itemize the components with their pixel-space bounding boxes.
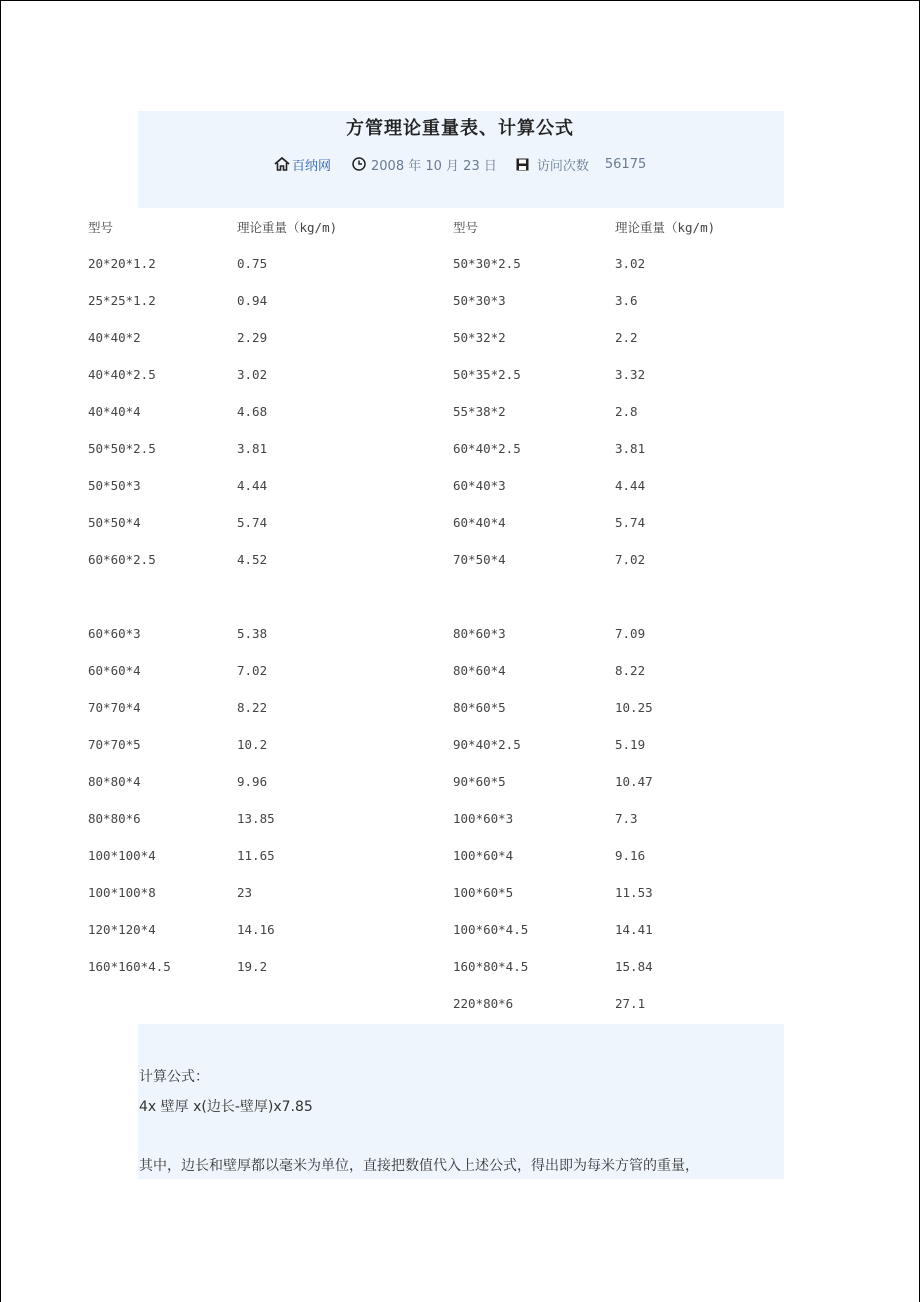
weight-cell: 4.44: [237, 478, 268, 493]
home-icon: [274, 156, 290, 172]
model-cell: 100*60*3: [453, 811, 514, 826]
weight-cell: 3.02: [237, 367, 268, 382]
model-cell: 100*60*4.5: [453, 922, 529, 937]
model-cell: [453, 578, 615, 615]
weight-cell: 5.74: [615, 515, 646, 530]
weight-cell: [237, 578, 453, 615]
table-header-row: [88, 208, 755, 245]
page-title: 方管理论重量表、计算公式: [346, 118, 574, 139]
model-cell: 40*40*2.5: [88, 367, 156, 382]
table-row: [88, 245, 755, 282]
weight-cell: 13.85: [237, 811, 275, 826]
model-cell: 60*60*3: [88, 626, 141, 641]
clock-icon: [351, 156, 367, 172]
table-row: [88, 985, 755, 1022]
table-row: [88, 504, 755, 541]
model-cell: 100*60*5: [453, 885, 514, 900]
model-cell: [88, 578, 237, 615]
weight-cell: 23: [237, 885, 253, 900]
page-border-left: [0, 0, 1, 1302]
model-cell: 90*40*2.5: [453, 737, 521, 752]
table-row: [88, 948, 755, 985]
table-row: [88, 430, 755, 467]
model-cell: 220*80*6: [453, 996, 514, 1011]
weight-cell: 2.2: [615, 330, 638, 345]
weight-cell: 14.16: [237, 922, 275, 937]
site-link[interactable]: 百纳网: [292, 158, 332, 174]
model-cell: 160*160*4.5: [88, 959, 171, 974]
weight-cell: 0.75: [237, 256, 268, 271]
model-cell: 80*80*6: [88, 811, 141, 826]
formula-label: 计算公式：: [139, 1069, 209, 1085]
model-cell: 50*35*2.5: [453, 367, 521, 382]
weight-cell: 10.47: [615, 774, 653, 789]
table-row: [88, 356, 755, 393]
visits-count: 56175: [604, 156, 647, 172]
model-cell: 50*50*2.5: [88, 441, 156, 456]
weight-cell: 7.09: [615, 626, 646, 641]
weight-cell: 3.32: [615, 367, 646, 382]
weight-cell: 3.81: [237, 441, 268, 456]
table-row: [88, 541, 755, 578]
table-row: [88, 319, 755, 356]
table-row: [88, 763, 755, 800]
weight-cell: [237, 985, 453, 1022]
formula-expression: 4x 壁厚 x(边长-壁厚)x7.85: [139, 1099, 313, 1115]
weight-cell: 8.22: [237, 700, 268, 715]
weight-cell: 9.96: [237, 774, 268, 789]
weight-cell: 27.1: [615, 996, 646, 1011]
model-cell: 60*40*3: [453, 478, 506, 493]
model-cell: 80*60*3: [453, 626, 506, 641]
save-icon: [515, 156, 531, 172]
article-meta: [274, 154, 646, 174]
model-cell: 40*40*4: [88, 404, 141, 419]
publish-date: 2008 年 10 月 23 日: [371, 158, 497, 174]
table-row: [88, 467, 755, 504]
model-cell: 100*100*8: [88, 885, 156, 900]
model-cell: 80*60*4: [453, 663, 506, 678]
model-cell: 50*50*4: [88, 515, 141, 530]
model-cell: 40*40*2: [88, 330, 141, 345]
weight-cell: 14.41: [615, 922, 653, 937]
table-row: [88, 800, 755, 837]
page-border-top: [0, 0, 920, 1]
model-cell: 70*70*5: [88, 737, 141, 752]
weight-cell: 2.8: [615, 404, 638, 419]
model-cell: [88, 985, 237, 1022]
weight-cell: 9.16: [615, 848, 646, 863]
weight-cell: 4.52: [237, 552, 268, 567]
model-cell: 60*40*2.5: [453, 441, 521, 456]
model-cell: 100*100*4: [88, 848, 156, 863]
table-row: [88, 578, 755, 615]
column-header: 理论重量（kg/m): [615, 219, 716, 235]
weight-cell: 7.02: [237, 663, 268, 678]
weight-cell: 5.74: [237, 515, 268, 530]
weight-cell: 8.22: [615, 663, 646, 678]
model-cell: 55*38*2: [453, 404, 506, 419]
table-row: [88, 837, 755, 874]
model-cell: 80*60*5: [453, 700, 506, 715]
table-row: [88, 652, 755, 689]
weight-cell: 7.3: [615, 811, 638, 826]
model-cell: 20*20*1.2: [88, 256, 156, 271]
weight-cell: 3.81: [615, 441, 646, 456]
weight-cell: 0.94: [237, 293, 268, 308]
model-cell: 50*30*3: [453, 293, 506, 308]
weight-cell: 10.25: [615, 700, 653, 715]
weight-cell: 19.2: [237, 959, 268, 974]
column-header: 型号: [88, 219, 114, 235]
weight-cell: 11.65: [237, 848, 275, 863]
model-cell: 100*60*4: [453, 848, 514, 863]
weight-cell: 10.2: [237, 737, 268, 752]
weight-cell: 2.29: [237, 330, 268, 345]
weight-cell: 3.6: [615, 293, 638, 308]
model-cell: 160*80*4.5: [453, 959, 529, 974]
model-cell: 60*60*2.5: [88, 552, 156, 567]
weight-cell: [615, 578, 755, 615]
weight-cell: 11.53: [615, 885, 653, 900]
model-cell: 70*70*4: [88, 700, 141, 715]
column-header: 型号: [453, 219, 479, 235]
model-cell: 80*80*4: [88, 774, 141, 789]
table-row: [88, 874, 755, 911]
weight-cell: 5.38: [237, 626, 268, 641]
weight-cell: 4.68: [237, 404, 268, 419]
table-row: [88, 393, 755, 430]
weight-table: [88, 208, 755, 1022]
table-row: [88, 689, 755, 726]
model-cell: 50*32*2: [453, 330, 506, 345]
model-cell: 70*50*4: [453, 552, 506, 567]
model-cell: 50*50*3: [88, 478, 141, 493]
model-cell: 90*60*5: [453, 774, 506, 789]
model-cell: 25*25*1.2: [88, 293, 156, 308]
visits-label: 访问次数: [536, 158, 589, 174]
model-cell: 50*30*2.5: [453, 256, 521, 271]
model-cell: 120*120*4: [88, 922, 156, 937]
weight-cell: 4.44: [615, 478, 646, 493]
model-cell: 60*60*4: [88, 663, 141, 678]
model-cell: 60*40*4: [453, 515, 506, 530]
column-header: 理论重量（kg/m): [237, 219, 338, 235]
formula-note: 其中，边长和壁厚都以毫米为单位，直接把数值代入上述公式，得出即为每米方管的重量，: [139, 1158, 699, 1174]
weight-cell: 7.02: [615, 552, 646, 567]
table-row: [88, 282, 755, 319]
table-row: [88, 911, 755, 948]
weight-cell: 15.84: [615, 959, 653, 974]
table-row: [88, 615, 755, 652]
table-row: [88, 726, 755, 763]
weight-cell: 5.19: [615, 737, 646, 752]
weight-cell: 3.02: [615, 256, 646, 271]
